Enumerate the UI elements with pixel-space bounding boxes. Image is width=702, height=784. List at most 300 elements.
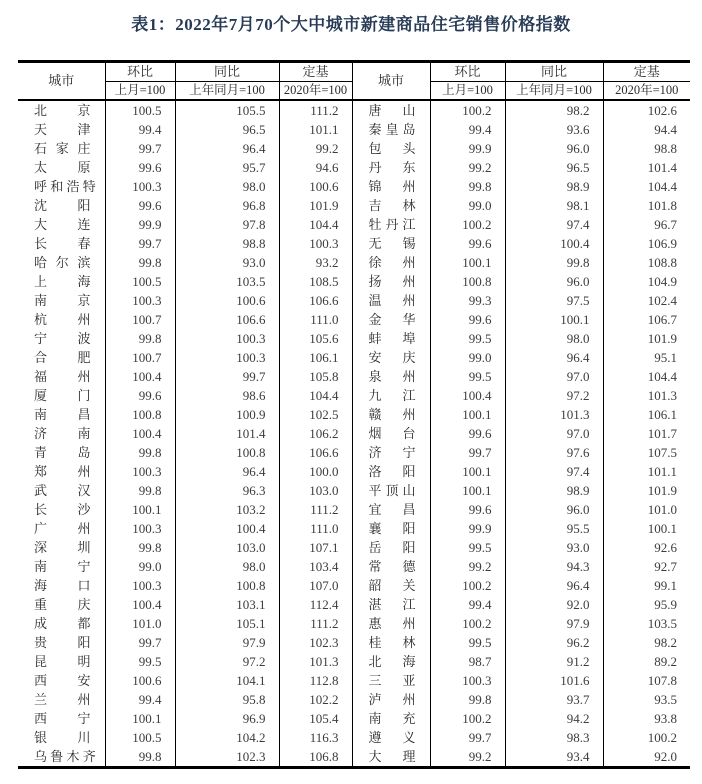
mom-value: 99.6 xyxy=(430,424,505,443)
table-row xyxy=(18,519,690,538)
mom-value: 99.7 xyxy=(430,443,505,462)
fixed-value: 101.1 xyxy=(603,462,690,481)
fixed-value: 102.3 xyxy=(279,633,352,652)
mom-value: 100.4 xyxy=(105,367,175,386)
mom-value: 99.0 xyxy=(105,557,175,576)
yoy-value: 103.0 xyxy=(175,538,279,557)
yoy-value: 96.4 xyxy=(505,576,603,595)
mom-value: 99.0 xyxy=(430,196,505,215)
city-cell: 赣 州 xyxy=(352,405,430,424)
yoy-value: 97.2 xyxy=(505,386,603,405)
mom-value: 99.5 xyxy=(430,367,505,386)
yoy-value: 96.8 xyxy=(175,196,279,215)
mom-value: 99.7 xyxy=(105,234,175,253)
city-cell: 沈 阳 xyxy=(34,198,91,213)
yoy-value: 96.0 xyxy=(505,500,603,519)
fixed-value: 103.5 xyxy=(603,614,690,633)
yoy-value: 100.9 xyxy=(175,405,279,424)
city-cell: 昆 明 xyxy=(34,654,91,669)
fixed-value: 106.7 xyxy=(603,310,690,329)
city-cell: 杭 州 xyxy=(34,312,91,327)
city-cell: 武 汉 xyxy=(34,483,91,498)
city-cell: 桂 林 xyxy=(352,633,430,652)
yoy-value: 98.0 xyxy=(175,177,279,196)
city-cell: 银 川 xyxy=(34,730,91,745)
mom-value: 99.8 xyxy=(105,538,175,557)
fixed-value: 93.8 xyxy=(603,709,690,728)
city-cell: 青 岛 xyxy=(34,445,91,460)
mom-value: 99.0 xyxy=(430,348,505,367)
table-row xyxy=(18,100,690,120)
fixed-value: 111.2 xyxy=(279,614,352,633)
fixed-value: 104.4 xyxy=(279,386,352,405)
mom-value: 100.7 xyxy=(105,310,175,329)
fixed-value: 101.9 xyxy=(603,329,690,348)
fixed-value: 100.1 xyxy=(603,519,690,538)
fixed-value: 111.0 xyxy=(279,310,352,329)
city-cell: 遵 义 xyxy=(352,728,430,747)
city-cell: 常 德 xyxy=(352,557,430,576)
table-row xyxy=(18,709,690,728)
city-cell: 宜 昌 xyxy=(352,500,430,519)
header-fixedbase-base-right: 2020年=100 xyxy=(603,82,690,101)
city-cell: 三 亚 xyxy=(352,671,430,690)
city-cell: 湛 江 xyxy=(352,595,430,614)
table-row xyxy=(18,177,690,196)
fixed-value: 106.2 xyxy=(279,424,352,443)
table-row xyxy=(18,424,690,443)
mom-value: 100.1 xyxy=(430,405,505,424)
city-cell: 九 江 xyxy=(352,386,430,405)
mom-value: 99.8 xyxy=(105,481,175,500)
yoy-value: 96.2 xyxy=(505,633,603,652)
city-cell: 贵 阳 xyxy=(34,635,91,650)
city-cell: 秦 皇 岛 xyxy=(352,120,430,139)
yoy-value: 100.8 xyxy=(175,443,279,462)
yoy-value: 99.7 xyxy=(175,367,279,386)
city-cell: 韶 关 xyxy=(352,576,430,595)
mom-value: 100.2 xyxy=(430,614,505,633)
table-row xyxy=(18,500,690,519)
table-body xyxy=(18,100,690,768)
table-row xyxy=(18,671,690,690)
fixed-value: 116.3 xyxy=(279,728,352,747)
city-cell: 南 京 xyxy=(34,293,91,308)
fixed-value: 101.9 xyxy=(279,196,352,215)
yoy-value: 97.0 xyxy=(505,367,603,386)
fixed-value: 101.7 xyxy=(603,424,690,443)
city-cell: 成 都 xyxy=(34,616,91,631)
yoy-value: 97.9 xyxy=(175,633,279,652)
yoy-value: 100.1 xyxy=(505,310,603,329)
yoy-value: 106.6 xyxy=(175,310,279,329)
city-cell: 锦 州 xyxy=(352,177,430,196)
city-cell: 重 庆 xyxy=(34,597,91,612)
table-row xyxy=(18,405,690,424)
fixed-value: 92.0 xyxy=(603,747,690,768)
city-cell: 温 州 xyxy=(352,291,430,310)
fixed-value: 102.4 xyxy=(603,291,690,310)
city-cell: 扬 州 xyxy=(352,272,430,291)
yoy-value: 103.5 xyxy=(175,272,279,291)
fixed-value: 106.6 xyxy=(279,291,352,310)
table-row xyxy=(18,386,690,405)
yoy-value: 97.4 xyxy=(505,215,603,234)
yoy-value: 96.9 xyxy=(175,709,279,728)
yoy-value: 98.2 xyxy=(505,100,603,120)
city-cell: 哈 尔 滨 xyxy=(34,255,91,270)
mom-value: 100.5 xyxy=(105,728,175,747)
city-cell: 厦 门 xyxy=(34,388,91,403)
city-cell: 济 宁 xyxy=(352,443,430,462)
yoy-value: 96.0 xyxy=(505,272,603,291)
fixed-value: 100.6 xyxy=(279,177,352,196)
yoy-value: 97.8 xyxy=(175,215,279,234)
fixed-value: 101.0 xyxy=(603,500,690,519)
mom-value: 99.5 xyxy=(430,329,505,348)
header-yoy-base-left: 上年同月=100 xyxy=(175,82,279,101)
city-cell: 郑 州 xyxy=(34,464,91,479)
mom-value: 100.3 xyxy=(105,462,175,481)
yoy-value: 96.4 xyxy=(505,348,603,367)
fixed-value: 111.2 xyxy=(279,500,352,519)
yoy-value: 97.0 xyxy=(505,424,603,443)
table-row xyxy=(18,291,690,310)
city-cell: 北 京 xyxy=(34,103,91,118)
mom-value: 99.6 xyxy=(430,310,505,329)
city-cell: 岳 阳 xyxy=(352,538,430,557)
yoy-value: 97.9 xyxy=(505,614,603,633)
fixed-value: 106.9 xyxy=(603,234,690,253)
city-cell: 呼 和 浩 特 xyxy=(34,179,96,194)
header-fixedbase-base-left: 2020年=100 xyxy=(279,82,352,101)
header-fixedbase-left: 定基 xyxy=(279,62,352,82)
fixed-value: 102.2 xyxy=(279,690,352,709)
mom-value: 99.4 xyxy=(105,120,175,139)
mom-value: 99.3 xyxy=(430,291,505,310)
yoy-value: 94.2 xyxy=(505,709,603,728)
yoy-value: 101.4 xyxy=(175,424,279,443)
yoy-value: 98.9 xyxy=(505,481,603,500)
mom-value: 99.9 xyxy=(430,519,505,538)
mom-value: 99.5 xyxy=(430,538,505,557)
city-cell: 蚌 埠 xyxy=(352,329,430,348)
yoy-value: 100.6 xyxy=(175,291,279,310)
yoy-value: 98.1 xyxy=(505,196,603,215)
mom-value: 100.1 xyxy=(105,709,175,728)
city-cell: 徐 州 xyxy=(352,253,430,272)
city-cell: 金 华 xyxy=(352,310,430,329)
city-cell: 南 宁 xyxy=(34,559,91,574)
fixed-value: 107.0 xyxy=(279,576,352,595)
city-cell: 牡 丹 江 xyxy=(352,215,430,234)
city-cell: 长 春 xyxy=(34,236,91,251)
fixed-value: 101.1 xyxy=(279,120,352,139)
yoy-value: 98.0 xyxy=(505,329,603,348)
fixed-value: 100.2 xyxy=(603,728,690,747)
mom-value: 99.6 xyxy=(105,196,175,215)
table-row xyxy=(18,443,690,462)
mom-value: 100.2 xyxy=(430,709,505,728)
fixed-value: 93.2 xyxy=(279,253,352,272)
city-cell: 西 宁 xyxy=(34,711,91,726)
city-cell: 襄 阳 xyxy=(352,519,430,538)
fixed-value: 104.9 xyxy=(603,272,690,291)
fixed-value: 111.0 xyxy=(279,519,352,538)
yoy-value: 98.6 xyxy=(175,386,279,405)
fixed-value: 102.5 xyxy=(279,405,352,424)
yoy-value: 103.2 xyxy=(175,500,279,519)
city-cell: 长 沙 xyxy=(34,502,91,517)
yoy-value: 104.1 xyxy=(175,671,279,690)
mom-value: 99.2 xyxy=(430,158,505,177)
table-row xyxy=(18,557,690,576)
yoy-value: 95.5 xyxy=(505,519,603,538)
mom-value: 100.3 xyxy=(430,671,505,690)
header-mom-right: 环比 xyxy=(430,62,505,82)
mom-value: 100.2 xyxy=(430,215,505,234)
yoy-value: 96.3 xyxy=(175,481,279,500)
mom-value: 99.7 xyxy=(105,633,175,652)
mom-value: 99.8 xyxy=(105,329,175,348)
mom-value: 99.9 xyxy=(430,139,505,158)
city-cell: 上 海 xyxy=(34,274,91,289)
city-cell: 太 原 xyxy=(34,160,91,175)
table-row xyxy=(18,690,690,709)
mom-value: 99.7 xyxy=(105,139,175,158)
mom-value: 100.3 xyxy=(105,177,175,196)
mom-value: 99.9 xyxy=(105,215,175,234)
table-header xyxy=(18,62,690,101)
yoy-value: 94.3 xyxy=(505,557,603,576)
city-cell: 洛 阳 xyxy=(352,462,430,481)
mom-value: 100.1 xyxy=(430,462,505,481)
header-city-left: 城市 xyxy=(18,62,105,101)
mom-value: 100.1 xyxy=(105,500,175,519)
fixed-value: 95.9 xyxy=(603,595,690,614)
city-cell: 海 口 xyxy=(34,578,91,593)
fixed-value: 94.6 xyxy=(279,158,352,177)
mom-value: 100.3 xyxy=(105,576,175,595)
fixed-value: 101.3 xyxy=(279,652,352,671)
table-row xyxy=(18,747,690,768)
fixed-value: 107.1 xyxy=(279,538,352,557)
mom-value: 100.5 xyxy=(105,272,175,291)
yoy-value: 98.0 xyxy=(175,557,279,576)
mom-value: 100.2 xyxy=(430,576,505,595)
fixed-value: 112.8 xyxy=(279,671,352,690)
fixed-value: 111.2 xyxy=(279,100,352,120)
fixed-value: 94.4 xyxy=(603,120,690,139)
yoy-value: 98.9 xyxy=(505,177,603,196)
fixed-value: 101.9 xyxy=(603,481,690,500)
city-cell: 福 州 xyxy=(34,369,91,384)
table-row xyxy=(18,462,690,481)
fixed-value: 89.2 xyxy=(603,652,690,671)
yoy-value: 93.0 xyxy=(175,253,279,272)
city-cell: 济 南 xyxy=(34,426,91,441)
mom-value: 100.6 xyxy=(105,671,175,690)
header-yoy-base-right: 上年同月=100 xyxy=(505,82,603,101)
mom-value: 99.5 xyxy=(430,633,505,652)
fixed-value: 101.3 xyxy=(603,386,690,405)
yoy-value: 97.2 xyxy=(175,652,279,671)
yoy-value: 101.6 xyxy=(505,671,603,690)
city-cell: 深 圳 xyxy=(34,540,91,555)
city-cell: 吉 林 xyxy=(352,196,430,215)
mom-value: 99.6 xyxy=(430,500,505,519)
yoy-value: 102.3 xyxy=(175,747,279,768)
yoy-value: 93.0 xyxy=(505,538,603,557)
yoy-value: 98.8 xyxy=(175,234,279,253)
header-fixedbase-right: 定基 xyxy=(603,62,690,82)
city-cell: 兰 州 xyxy=(34,692,91,707)
mom-value: 99.8 xyxy=(105,253,175,272)
mom-value: 100.2 xyxy=(430,100,505,120)
fixed-value: 105.6 xyxy=(279,329,352,348)
fixed-value: 102.6 xyxy=(603,100,690,120)
fixed-value: 101.4 xyxy=(603,158,690,177)
fixed-value: 104.4 xyxy=(603,367,690,386)
fixed-value: 105.4 xyxy=(279,709,352,728)
fixed-value: 107.5 xyxy=(603,443,690,462)
yoy-value: 100.3 xyxy=(175,348,279,367)
city-cell: 南 昌 xyxy=(34,407,91,422)
yoy-value: 91.2 xyxy=(505,652,603,671)
table-row xyxy=(18,481,690,500)
yoy-value: 95.8 xyxy=(175,690,279,709)
yoy-value: 97.6 xyxy=(505,443,603,462)
city-cell: 无 锡 xyxy=(352,234,430,253)
yoy-value: 96.5 xyxy=(505,158,603,177)
fixed-value: 96.7 xyxy=(603,215,690,234)
city-cell: 大 理 xyxy=(352,747,430,768)
mom-value: 99.5 xyxy=(105,652,175,671)
city-cell: 丹 东 xyxy=(352,158,430,177)
mom-value: 99.4 xyxy=(430,120,505,139)
city-cell: 石 家 庄 xyxy=(34,141,91,156)
fixed-value: 104.4 xyxy=(603,177,690,196)
yoy-value: 95.7 xyxy=(175,158,279,177)
mom-value: 99.8 xyxy=(105,747,175,768)
table-row xyxy=(18,595,690,614)
table-row xyxy=(18,158,690,177)
table-row xyxy=(18,234,690,253)
table-row xyxy=(18,272,690,291)
yoy-value: 100.3 xyxy=(175,329,279,348)
fixed-value: 108.8 xyxy=(603,253,690,272)
yoy-value: 101.3 xyxy=(505,405,603,424)
city-cell: 惠 州 xyxy=(352,614,430,633)
mom-value: 99.8 xyxy=(430,690,505,709)
mom-value: 100.8 xyxy=(105,405,175,424)
fixed-value: 103.0 xyxy=(279,481,352,500)
fixed-value: 95.1 xyxy=(603,348,690,367)
price-index-table xyxy=(18,60,690,769)
mom-value: 100.8 xyxy=(430,272,505,291)
fixed-value: 104.4 xyxy=(279,215,352,234)
city-cell: 乌 鲁 木 齐 xyxy=(34,749,96,764)
city-cell: 泸 州 xyxy=(352,690,430,709)
city-cell: 合 肥 xyxy=(34,350,91,365)
fixed-value: 101.8 xyxy=(603,196,690,215)
fixed-value: 98.8 xyxy=(603,139,690,158)
mom-value: 101.0 xyxy=(105,614,175,633)
yoy-value: 99.8 xyxy=(505,253,603,272)
fixed-value: 103.4 xyxy=(279,557,352,576)
city-cell: 平 顶 山 xyxy=(352,481,430,500)
yoy-value: 100.4 xyxy=(175,519,279,538)
fixed-value: 92.7 xyxy=(603,557,690,576)
table-row xyxy=(18,576,690,595)
yoy-value: 92.0 xyxy=(505,595,603,614)
fixed-value: 106.1 xyxy=(603,405,690,424)
fixed-value: 100.3 xyxy=(279,234,352,253)
mom-value: 99.2 xyxy=(430,557,505,576)
city-cell: 广 州 xyxy=(34,521,91,536)
mom-value: 100.4 xyxy=(105,424,175,443)
yoy-value: 93.4 xyxy=(505,747,603,768)
yoy-value: 96.4 xyxy=(175,139,279,158)
city-cell: 大 连 xyxy=(34,217,91,232)
yoy-value: 103.1 xyxy=(175,595,279,614)
table-row xyxy=(18,120,690,139)
fixed-value: 112.4 xyxy=(279,595,352,614)
fixed-value: 92.6 xyxy=(603,538,690,557)
yoy-value: 96.4 xyxy=(175,462,279,481)
mom-value: 100.1 xyxy=(430,481,505,500)
city-cell: 北 海 xyxy=(352,652,430,671)
fixed-value: 107.8 xyxy=(603,671,690,690)
table-row xyxy=(18,538,690,557)
table-row xyxy=(18,367,690,386)
table-row xyxy=(18,215,690,234)
yoy-value: 98.3 xyxy=(505,728,603,747)
mom-value: 99.8 xyxy=(105,443,175,462)
header-yoy-left: 同比 xyxy=(175,62,279,82)
mom-value: 100.5 xyxy=(105,100,175,120)
header-yoy-right: 同比 xyxy=(505,62,603,82)
mom-value: 100.7 xyxy=(105,348,175,367)
city-cell: 包 头 xyxy=(352,139,430,158)
table-row xyxy=(18,652,690,671)
header-mom-base-left: 上月=100 xyxy=(105,82,175,101)
mom-value: 99.6 xyxy=(105,158,175,177)
mom-value: 99.2 xyxy=(430,747,505,768)
mom-value: 100.3 xyxy=(105,291,175,310)
yoy-value: 96.5 xyxy=(175,120,279,139)
header-row-metrics xyxy=(18,62,690,82)
header-city-right: 城市 xyxy=(352,62,430,101)
table-row xyxy=(18,633,690,652)
table-row xyxy=(18,728,690,747)
table-title: 表1：2022年7月70个大中城市新建商品住宅销售价格指数 xyxy=(131,15,571,34)
fixed-value: 106.1 xyxy=(279,348,352,367)
city-cell: 西 安 xyxy=(34,673,91,688)
mom-value: 98.7 xyxy=(430,652,505,671)
table-row xyxy=(18,614,690,633)
table-row xyxy=(18,348,690,367)
fixed-value: 106.6 xyxy=(279,443,352,462)
city-cell: 烟 台 xyxy=(352,424,430,443)
mom-value: 100.1 xyxy=(430,253,505,272)
yoy-value: 97.5 xyxy=(505,291,603,310)
mom-value: 99.6 xyxy=(105,386,175,405)
table-row xyxy=(18,253,690,272)
yoy-value: 105.1 xyxy=(175,614,279,633)
city-cell: 南 充 xyxy=(352,709,430,728)
mom-value: 100.4 xyxy=(430,386,505,405)
